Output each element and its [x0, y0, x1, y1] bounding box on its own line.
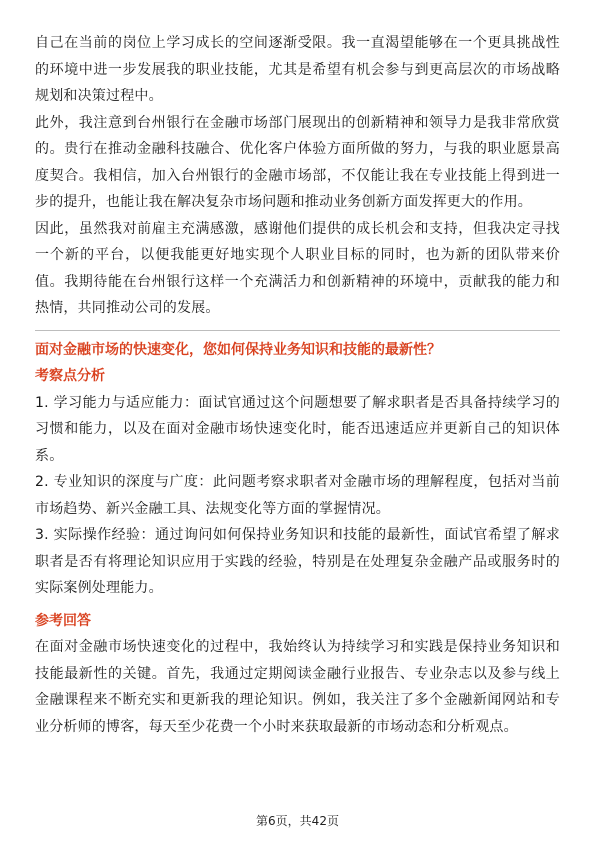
- question-heading: 面对金融市场的快速变化，您如何保持业务知识和技能的最新性？: [35, 341, 441, 358]
- intro-paragraph-2: 此外，我注意到台州银行在金融市场部门展现出的创新精神和领导力是我非常欣赏的。贵行在推动金融科技融合、优化客户体验方面所做的努力，与我的职业愿景高度契合。我相信，加入台州银行的金融市场部，不仅能让我在专业技能上得到进一步的提升，也能让我在解决复杂市场问题和推动业务创新方面发挥更大的作用。: [35, 114, 560, 210]
- answer-paragraph-1: 在面对金融市场快速变化的过程中，我始终认为持续学习和实践是保持业务知识和技能最新性的关键。首先，我通过定期阅读金融行业报告、专业杂志以及参与线上金融课程来不断充实和更新我的理论知识。例如，我关注了多个金融新闻网站和专业分析师的博客，每天至少花费一个小时来获取最新的市场动态和分析观点。: [35, 639, 560, 735]
- analysis-title: 考察点分析: [35, 368, 105, 384]
- analysis-item-1: 1. 学习能力与适应能力：面试官通过这个问题想要了解求职者是否具备持续学习的习惯和能力，以及在面对金融市场快速变化时，能否迅速适应并更新自己的知识体系。: [35, 394, 560, 464]
- intro-paragraph-3: 因此，虽然我对前雇主充满感激，感谢他们提供的成长机会和支持，但我决定寻找一个新的平台，以便我能更好地实现个人职业目标的同时，也为新的团队带来价值。我期待能在台州银行这样一个充满活力和创新精神的环境中，贡献我的能力和热情，共同推动公司的发展。: [35, 220, 560, 316]
- page-footer: 第6页，共42页: [256, 814, 339, 828]
- intro-paragraph-1: 自己在当前的岗位上学习成长的空间逐渐受限。我一直渴望能够在一个更具挑战性的环境中进一步发展我的职业技能，尤其是希望有机会参与到更高层次的市场战略规划和决策过程中。: [35, 35, 560, 104]
- analysis-item-2: 2. 专业知识的深度与广度：此问题考察求职者对金融市场的理解程度，包括对当前市场趋势、新兴金融工具、法规变化等方面的掌握情况。: [35, 474, 560, 517]
- section-divider: [35, 330, 560, 331]
- answer-title: 参考回答: [35, 612, 91, 629]
- analysis-item-3: 3. 实际操作经验：通过询问如何保持业务知识和技能的最新性，面试官希望了解求职者是否有将理论知识应用于实践的经验，特别是在处理复杂金融产品或服务时的实际案例处理能力。: [35, 527, 560, 596]
- document-page: [35, 30, 560, 740]
